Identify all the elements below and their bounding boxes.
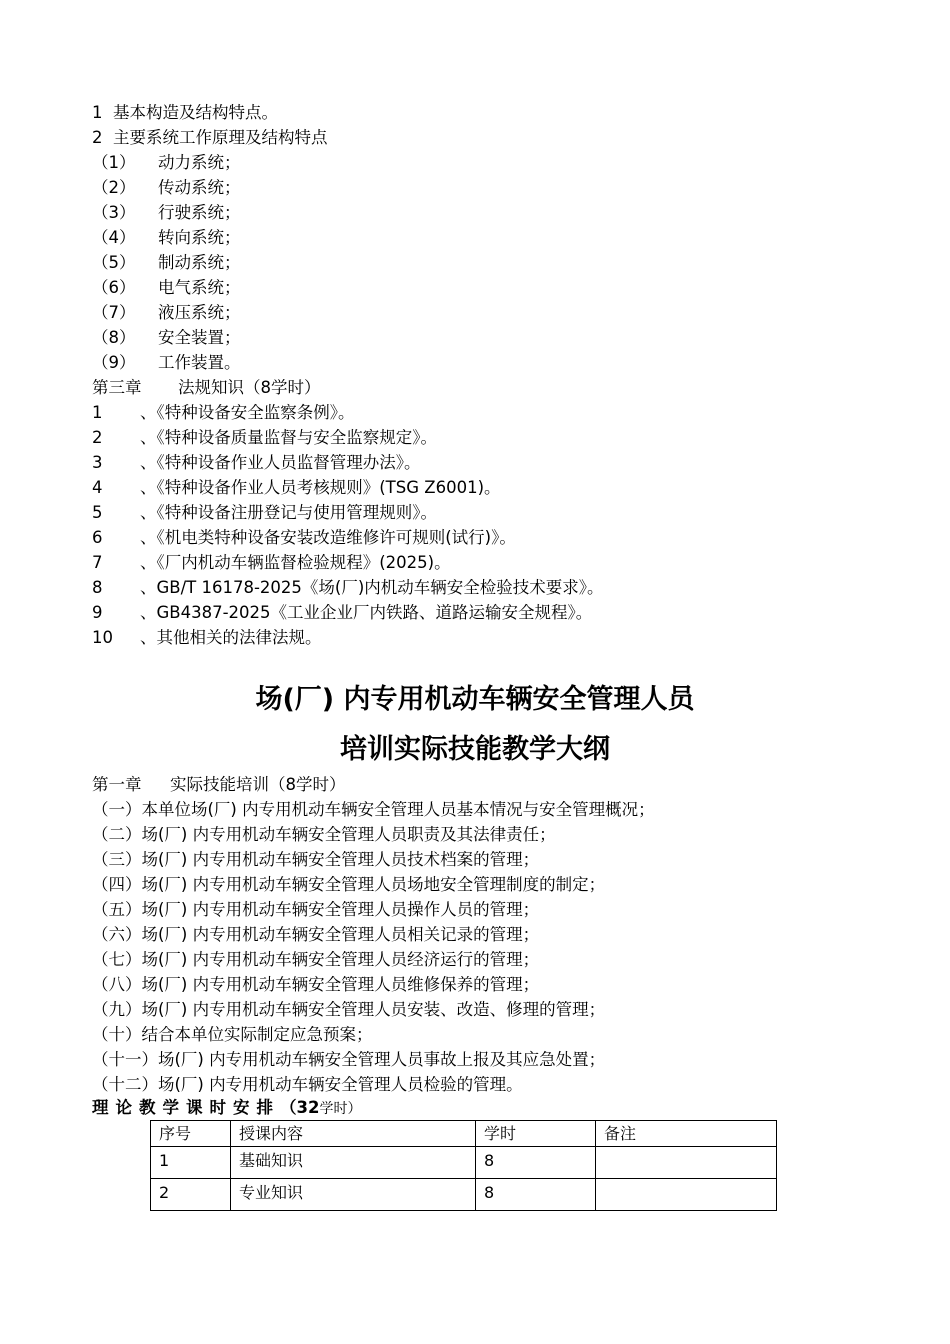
law-item [92, 550, 872, 575]
law-number: 3 [92, 453, 103, 472]
upper-content [92, 100, 872, 650]
sub-number: （3） [92, 203, 136, 222]
law-number: 1 [92, 403, 103, 422]
chapter-heading [92, 772, 892, 797]
schedule-heading [92, 1096, 361, 1121]
sub-text: 传动系统； [158, 178, 241, 197]
chapter-heading [92, 375, 872, 400]
table-row [151, 1147, 777, 1179]
skill-item: （一）本单位场(厂) 内专用机动车辆安全管理人员基本情况与安全管理概况； [92, 800, 655, 819]
table-cell: 2 [151, 1179, 231, 1211]
sub-item [92, 150, 872, 175]
sub-item [92, 250, 872, 275]
sub-number: （9） [92, 353, 136, 372]
law-item [92, 575, 872, 600]
law-number: 8 [92, 578, 103, 597]
schedule-hours: （32 [280, 1098, 320, 1117]
sub-text: 制动系统； [158, 253, 241, 272]
law-text: 、《机电类特种设备安装改造维修许可规则(试行)》。 [140, 528, 516, 547]
skill-item: （十）结合本单位实际制定应急预案； [92, 1025, 373, 1044]
skills-content [92, 772, 892, 1097]
law-number: 4 [92, 478, 103, 497]
skill-item: （八）场(厂) 内专用机动车辆安全管理人员维修保养的管理； [92, 975, 540, 994]
law-text: 、GB/T 16178-2025《场(厂)内机动车辆安全检验技术要求》。 [140, 578, 604, 597]
sub-item [92, 175, 872, 200]
sub-number: （1） [92, 153, 136, 172]
sub-number: （8） [92, 328, 136, 347]
law-item [92, 425, 872, 450]
law-item [92, 600, 872, 625]
chapter-title: 实际技能培训（8学时） [170, 775, 346, 794]
table-cell: 1 [151, 1147, 231, 1179]
sub-item [92, 225, 872, 250]
table-cell [596, 1147, 777, 1179]
law-number: 6 [92, 528, 103, 547]
sub-text: 电气系统； [158, 278, 241, 297]
list-item [92, 100, 872, 125]
law-number: 5 [92, 503, 103, 522]
skill-item: （九）场(厂) 内专用机动车辆安全管理人员安装、改造、修理的管理； [92, 1000, 606, 1019]
title-line-2: 培训实际技能教学大纲 [340, 734, 610, 765]
table-header-row [151, 1121, 777, 1147]
sub-item [92, 300, 872, 325]
skill-item: （十二）场(厂) 内专用机动车辆安全管理人员检验的管理。 [92, 1075, 523, 1094]
chapter-label: 第一章 [92, 775, 142, 794]
item-text: 主要系统工作原理及结构特点 [113, 128, 328, 147]
table-cell [596, 1179, 777, 1211]
header-cell: 序号 [151, 1121, 231, 1147]
table-cell: 8 [476, 1147, 596, 1179]
sub-number: （7） [92, 303, 136, 322]
skill-item: （二）场(厂) 内专用机动车辆安全管理人员职责及其法律责任； [92, 825, 556, 844]
law-number: 9 [92, 603, 103, 622]
skill-item: （七）场(厂) 内专用机动车辆安全管理人员经济运行的管理； [92, 950, 540, 969]
law-item [92, 625, 872, 650]
chapter-label: 第三章 [92, 378, 142, 397]
law-number: 2 [92, 428, 103, 447]
sub-number: （4） [92, 228, 136, 247]
sub-item [92, 275, 872, 300]
item-text: 基本构造及结构特点。 [113, 103, 278, 122]
header-cell: 授课内容 [231, 1121, 476, 1147]
header-cell: 学时 [476, 1121, 596, 1147]
sub-number: （5） [92, 253, 136, 272]
document-title [0, 675, 950, 775]
law-item [92, 500, 872, 525]
item-number: 1 [92, 103, 103, 122]
sub-text: 液压系统； [158, 303, 241, 322]
schedule-hours-unit: 学时） [319, 1101, 362, 1117]
sub-text: 工作装置。 [158, 353, 241, 372]
table-cell: 8 [476, 1179, 596, 1211]
skill-item: （四）场(厂) 内专用机动车辆安全管理人员场地安全管理制度的制定； [92, 875, 606, 894]
skill-item: （五）场(厂) 内专用机动车辆安全管理人员操作人员的管理； [92, 900, 540, 919]
law-text: 、《特种设备作业人员考核规则》(TSG Z6001)。 [140, 478, 501, 497]
law-item [92, 450, 872, 475]
sub-text: 动力系统； [158, 153, 241, 172]
sub-item [92, 325, 872, 350]
table-cell: 基础知识 [231, 1147, 476, 1179]
law-text: 、《特种设备作业人员监督管理办法》。 [140, 453, 421, 472]
law-item [92, 525, 872, 550]
sub-item [92, 350, 872, 375]
schedule-title: 理论教学课时安排 [92, 1098, 280, 1117]
skill-item: （六）场(厂) 内专用机动车辆安全管理人员相关记录的管理； [92, 925, 540, 944]
law-item [92, 475, 872, 500]
list-item [92, 125, 872, 150]
law-item [92, 400, 872, 425]
law-text: 、《特种设备质量监督与安全监察规定》。 [140, 428, 437, 447]
item-number: 2 [92, 128, 103, 147]
schedule-table [150, 1120, 777, 1211]
law-text: 、其他相关的法律法规。 [140, 628, 322, 647]
law-text: 、《特种设备安全监察条例》。 [140, 403, 355, 422]
law-number: 7 [92, 553, 103, 572]
table-row [151, 1179, 777, 1211]
sub-number: （2） [92, 178, 136, 197]
law-number: 10 [92, 628, 113, 647]
table-cell: 专业知识 [231, 1179, 476, 1211]
skill-item: （十一）场(厂) 内专用机动车辆安全管理人员事故上报及其应急处置； [92, 1050, 606, 1069]
law-text: 、《厂内机动车辆监督检验规程》(2025)。 [140, 553, 451, 572]
title-line-1: 场(厂) 内专用机动车辆安全管理人员 [255, 684, 695, 715]
header-cell: 备注 [596, 1121, 777, 1147]
chapter-title: 法规知识（8学时） [178, 378, 321, 397]
sub-text: 转向系统； [158, 228, 241, 247]
sub-number: （6） [92, 278, 136, 297]
sub-text: 安全装置； [158, 328, 241, 347]
sub-item [92, 200, 872, 225]
law-text: 、《特种设备注册登记与使用管理规则》。 [140, 503, 437, 522]
sub-text: 行驶系统； [158, 203, 241, 222]
law-text: 、GB4387-2025《工业企业厂内铁路、道路运输安全规程》。 [140, 603, 593, 622]
skill-item: （三）场(厂) 内专用机动车辆安全管理人员技术档案的管理； [92, 850, 540, 869]
